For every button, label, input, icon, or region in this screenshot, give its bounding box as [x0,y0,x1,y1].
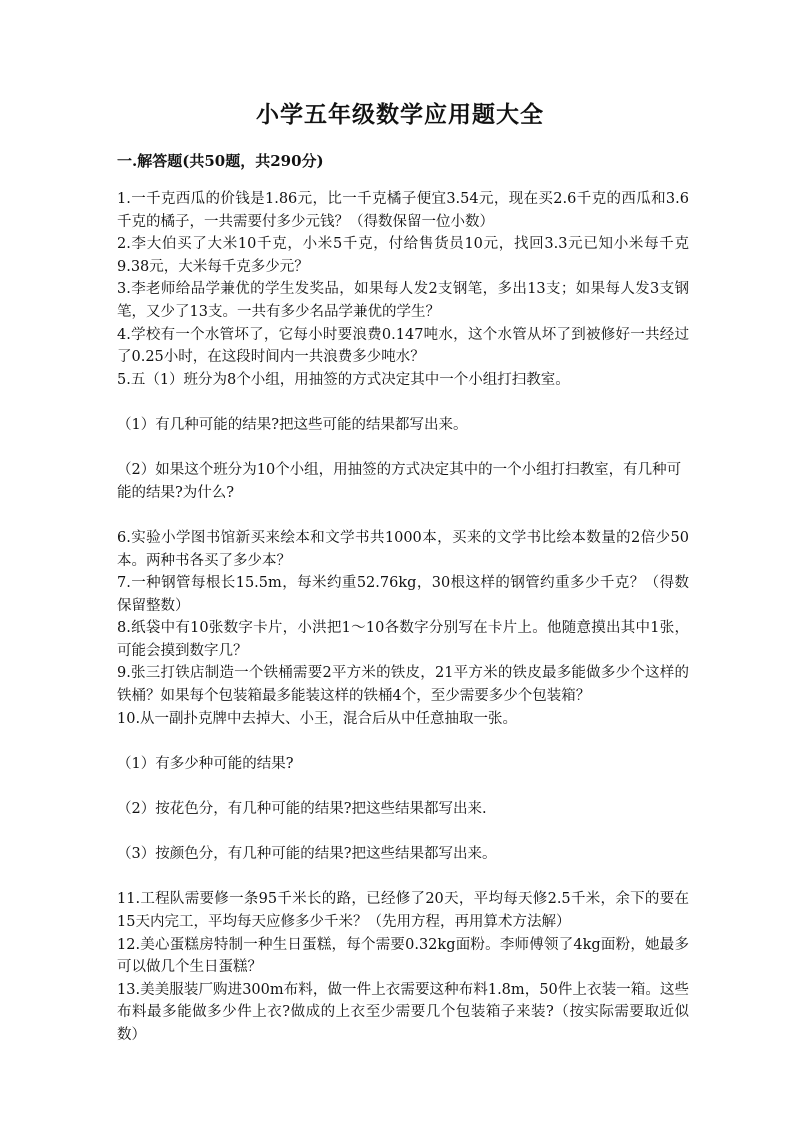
question-2: 2.李大伯买了大米10千克，小米5千克，付给售货员10元，找回3.3元已知小米每千克9.38元，大米每千克多少元？ [117,236,689,275]
question-6: 6.实验小学图书馆新买来绘本和文学书共1000本，买来的文学书比绘本数量的2倍少50本。两种书各买了多少本？ [117,529,689,569]
question-10: 10.从一副扑克牌中去掉大、小王，混合后从中任意抽取一张。 [117,710,518,727]
question-5-sub-2: （2）如果这个班分为10个小组，用抽签的方式决定其中的一个小组打扫教室，有几种可能的结果?为什么? [117,462,682,501]
question-9: 9.张三打铁店制造一个铁桶需要2平方米的铁皮，21平方米的铁皮最多能做多少个这样的铁桶？如果每个包装箱最多能装这样的铁桶4个，至少需要多少个包装箱？ [117,665,689,705]
page-title: 小学五年级数学应用题大全 [256,101,544,128]
spacer [117,504,689,527]
spacer [117,866,689,889]
spacer [117,821,689,844]
question-12: 12.美心蛋糕房特制一种生日蛋糕，每个需要0.32kg面粉。李师傅领了4kg面粉，她最多可以做几个生日蛋糕？ [117,936,689,976]
question-4: 4.学校有一个水管坏了，它每小时要浪费0.147吨水，这个水管从坏了到被修好一共经过了0.25小时，在这段时间内一共浪费多少吨水？ [117,326,689,366]
spacer [117,437,689,460]
question-13: 13.美美服装厂购进300m布料，做一件上衣需要这种布料1.8m，50件上衣装一箱。这些布料最多能做多少件上衣?做成的上衣至少需要几个包装箱子来装?（按实际需要取近似数） [117,981,689,1043]
question-10-sub-3: （3）按颜色分，有几种可能的结果?把这些结果都写出来。 [117,846,497,863]
question-10-sub-1: （1）有多少种可能的结果? [117,755,294,772]
question-1: 1.一千克西瓜的价钱是1.86元，比一千克橘子便宜3.54元，现在买2.6千克的西瓜和3.6千克的橘子，一共需要付多少元钱？（得数保留一位小数） [117,191,689,230]
section-heading: 一.解答题(共50题，共290分) [117,152,324,170]
question-3: 3.李老师给品学兼优的学生发奖品，如果每人发2支钢笔，多出13支；如果每人发3支钢笔，又少了13支。一共有多少名品学兼优的学生？ [117,281,689,320]
question-list [117,188,689,1047]
question-5: 5.五（1）班分为8个小组，用抽签的方式决定其中一个小组打扫教室。 [117,371,570,388]
spacer [117,775,689,798]
question-11: 11.工程队需要修一条95千米长的路，已经修了20天，平均每天修2.5千米，余下的要在15天内完工，平均每天应修多少千米？（先用方程，再用算术方法解） [117,891,689,930]
spacer [117,391,689,414]
question-7: 7.一种钢管每根长15.5m，每米约重52.76kg，30根这样的钢管约重多少千克？（得数保留整数） [117,575,689,614]
question-10-sub-2: （2）按花色分，有几种可能的结果?把这些结果都写出来. [117,801,487,818]
question-8: 8.纸袋中有10张数字卡片，小洪把1～10各数字分别写在卡片上。他随意摸出其中1张，可能会摸到数字几？ [117,620,689,659]
question-5-sub-1: （1）有几种可能的结果?把这些可能的结果都写出来。 [117,416,468,433]
spacer [117,730,689,753]
